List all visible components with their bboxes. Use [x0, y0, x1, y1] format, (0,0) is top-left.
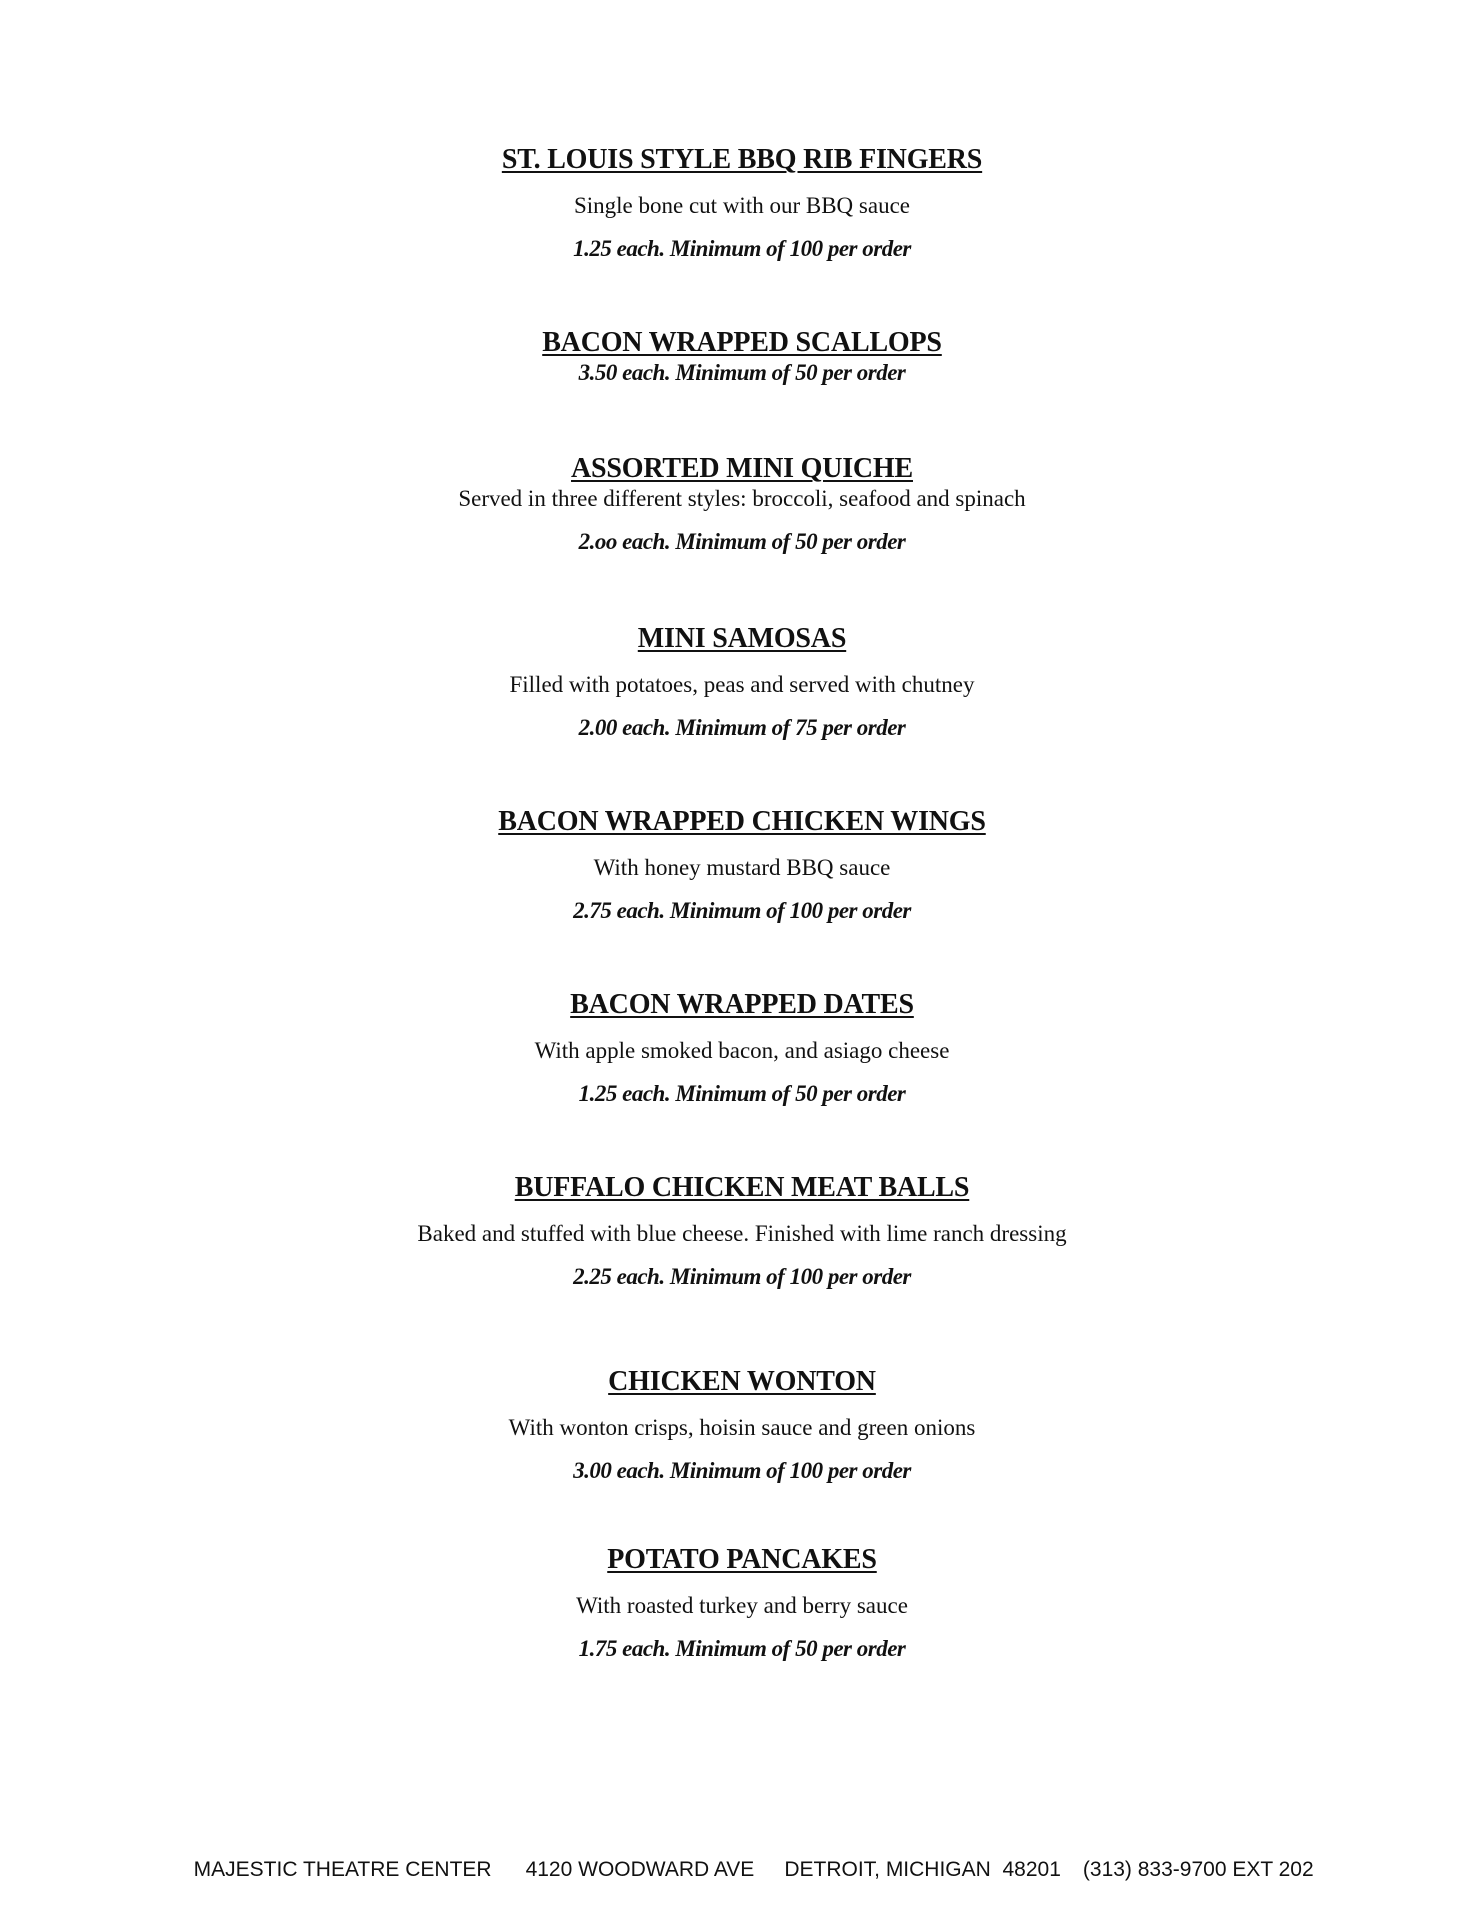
menu-item-description: Served in three different styles: broccoli, seafood and spinach [458, 486, 1026, 511]
menu-item-price: 2.oo each. Minimum of 50 per order [578, 529, 906, 554]
menu-item-price: 1.25 each. Minimum of 100 per order [573, 236, 911, 261]
menu-item [0, 1546, 1484, 1660]
menu-item-description: Single bone cut with our BBQ sauce [573, 193, 910, 218]
menu-item-price: 2.75 each. Minimum of 100 per order [573, 898, 911, 923]
menu-item [0, 329, 1484, 384]
footer-city: DETROIT, MICHIGAN 48201 [784, 1858, 1061, 1881]
menu-item-description: Baked and stuffed with blue cheese. Finished with lime ranch dressing [417, 1221, 1067, 1246]
menu-item-description: Filled with potatoes, peas and served with chutney [509, 672, 975, 697]
menu-item [0, 625, 1484, 739]
menu-item-price: 3.50 each. Minimum of 50 per order [578, 360, 906, 385]
menu-item-price: 2.25 each. Minimum of 100 per order [573, 1264, 911, 1289]
menu-item-price: 1.25 each. Minimum of 50 per order [578, 1081, 906, 1106]
menu-item-title: ASSORTED MINI QUICHE [571, 453, 913, 484]
menu-item-title: BUFFALO CHICKEN MEAT BALLS [514, 1172, 970, 1203]
menu-item-price: 2.00 each. Minimum of 75 per order [578, 715, 906, 740]
menu-item-price: 1.75 each. Minimum of 50 per order [578, 1636, 906, 1661]
menu-item [0, 455, 1484, 553]
footer-venue: MAJESTIC THEATRE CENTER [193, 1858, 492, 1881]
menu-item-description: With wonton crisps, hoisin sauce and green onions [508, 1415, 976, 1440]
menu-item-title: BACON WRAPPED CHICKEN WINGS [498, 806, 986, 837]
menu-item [0, 146, 1484, 260]
page-footer [0, 1834, 1484, 1906]
menu-item-description: With honey mustard BBQ sauce [593, 855, 891, 880]
menu-item-description: With apple smoked bacon, and asiago cheese [534, 1038, 950, 1063]
menu-item [0, 1368, 1484, 1482]
footer-phone: (313) 833-9700 EXT 202 [1082, 1858, 1314, 1881]
menu-item-title: CHICKEN WONTON [608, 1366, 876, 1397]
menu-item-title: BACON WRAPPED SCALLOPS [542, 327, 942, 358]
menu-item-title: BACON WRAPPED DATES [570, 989, 914, 1020]
footer-address: 4120 WOODWARD AVE [525, 1858, 755, 1881]
menu-item [0, 808, 1484, 922]
menu-item-title: MINI SAMOSAS [637, 623, 847, 654]
menu-item-title: POTATO PANCAKES [607, 1544, 877, 1575]
menu-item-title: ST. LOUIS STYLE BBQ RIB FINGERS [501, 144, 983, 175]
menu-item-description: With roasted turkey and berry sauce [576, 1593, 908, 1618]
menu-item [0, 1174, 1484, 1288]
menu-item [0, 991, 1484, 1105]
menu-item-price: 3.00 each. Minimum of 100 per order [573, 1458, 911, 1483]
